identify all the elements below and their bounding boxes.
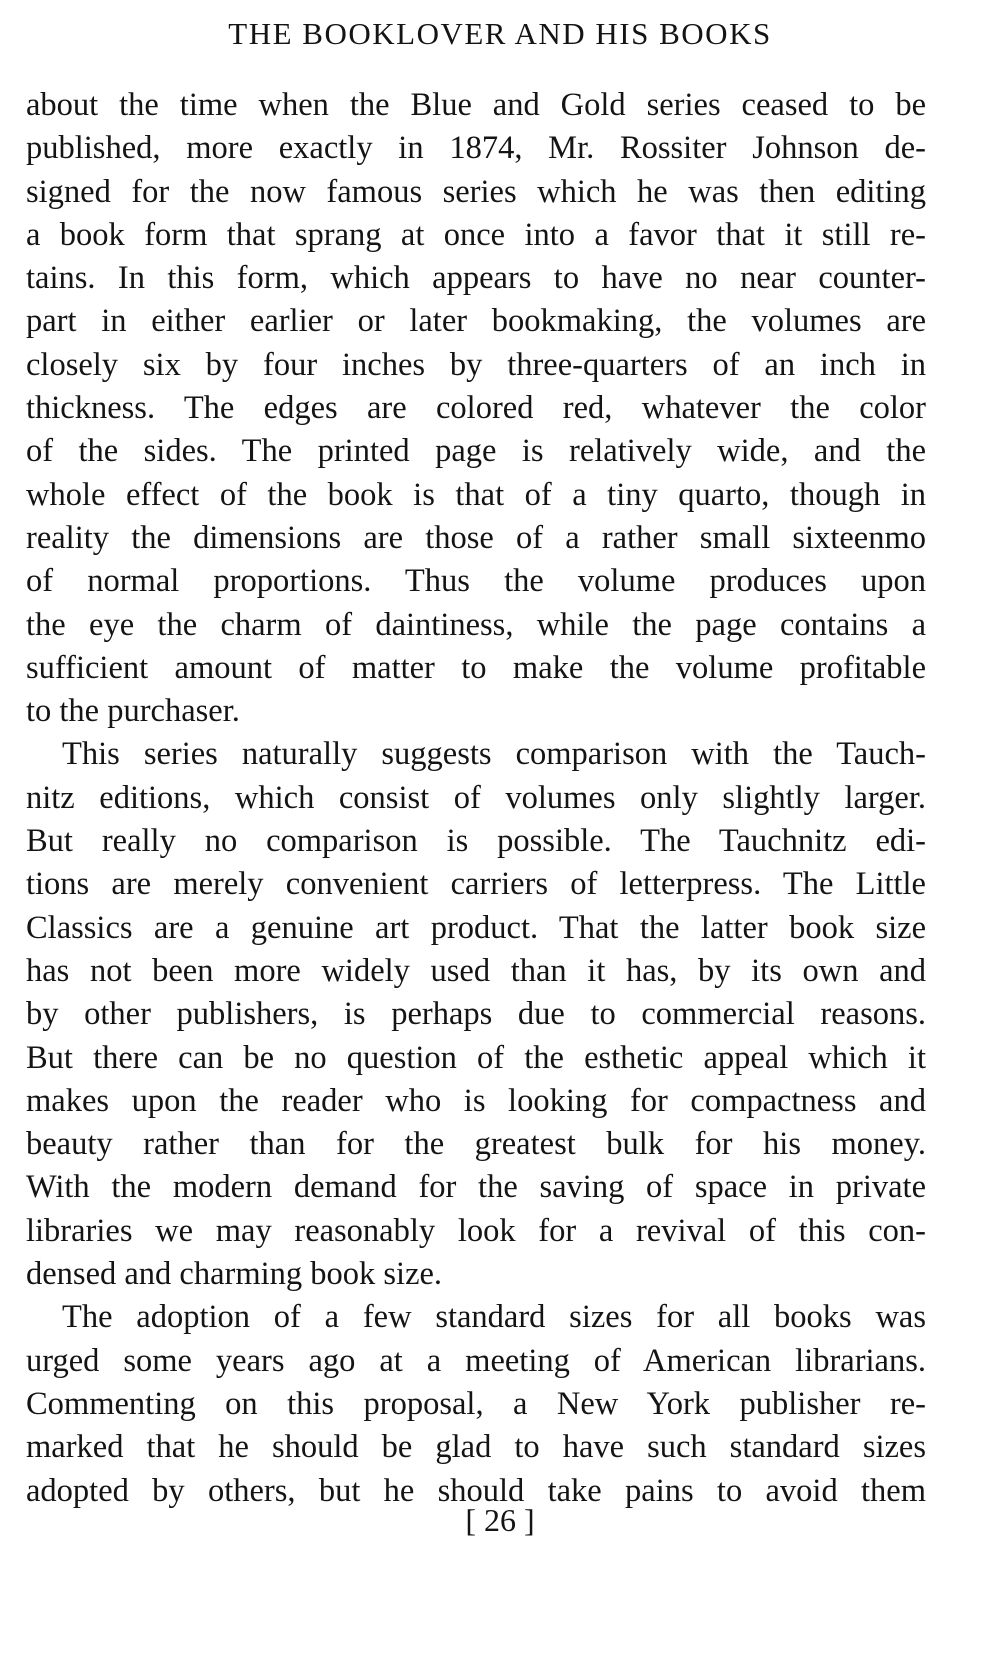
text-line: the eye the charm of daintiness, while the page contains a xyxy=(26,606,926,643)
paragraph xyxy=(26,1296,926,1512)
text-line: thickness. The edges are colored red, whatever the color xyxy=(26,390,926,427)
text-line: nitz editions, which consist of volumes only slightly larger. xyxy=(26,779,926,816)
text-line: With the modern demand for the saving of space in private xyxy=(26,1169,926,1206)
text-line: Commenting on this proposal, a New York publisher re- xyxy=(26,1385,926,1422)
text-line: This series naturally suggests comparison with the Tauch- xyxy=(62,736,926,773)
text-line: about the time when the Blue and Gold series ceased to be xyxy=(26,87,926,123)
text-line: by other publishers, is perhaps due to commercial reasons. xyxy=(26,996,926,1033)
text-line: of the sides. The printed page is relatively wide, and the xyxy=(26,433,926,470)
text-line: tains. In this form, which appears to have no near counter- xyxy=(26,260,926,297)
text-line: makes upon the reader who is looking for compactness and xyxy=(26,1082,926,1119)
text-line: Classics are a genuine art product. That the latter book size xyxy=(26,909,926,946)
text-line: libraries we may reasonably look for a revival of this con- xyxy=(26,1212,926,1249)
text-line: beauty rather than for the greatest bulk for his money. xyxy=(26,1126,926,1163)
text-line: whole effect of the book is that of a tiny quarto, though in xyxy=(26,476,926,513)
text-line: published, more exactly in 1874, Mr. Rossiter Johnson de- xyxy=(26,130,926,167)
text-line: But there can be no question of the esthetic appeal which it xyxy=(26,1039,926,1076)
text-line: a book form that sprang at once into a favor that it still re- xyxy=(26,216,926,253)
text-line: of normal proportions. Thus the volume produces upon xyxy=(26,563,926,600)
text-line: signed for the now famous series which he was then editing xyxy=(26,173,926,210)
text-line: The adoption of a few standard sizes for all books was xyxy=(62,1299,926,1336)
paragraph xyxy=(26,733,926,1296)
paragraph xyxy=(26,84,926,733)
text-line: adopted by others, but he should take pains to avoid them xyxy=(26,1472,926,1509)
text-line: But really no comparison is possible. The Tauchnitz edi- xyxy=(26,823,926,860)
text-line: reality the dimensions are those of a rather small sixteenmo xyxy=(26,519,926,556)
text-line: closely six by four inches by three-quarters of an inch in xyxy=(26,346,926,383)
running-head-title: THE BOOKLOVER AND HIS BOOKS xyxy=(228,16,772,51)
text-line: part in either earlier or later bookmaking, the volumes are xyxy=(26,303,926,340)
text-line: densed and charming book size. xyxy=(26,1256,443,1293)
page-number: [ 26 ] xyxy=(465,1502,535,1538)
text-line: urged some years ago at a meeting of American librarians. xyxy=(26,1342,926,1379)
text-line: tions are merely convenient carriers of letterpress. The Little xyxy=(26,866,926,903)
text-line: has not been more widely used than it has, by its own and xyxy=(26,952,926,989)
text-line: sufficient amount of matter to make the volume profitable xyxy=(26,649,926,686)
text-line: marked that he should be glad to have such standard sizes xyxy=(26,1429,926,1466)
text-line: to the purchaser. xyxy=(26,693,240,730)
body-text xyxy=(26,84,926,1513)
